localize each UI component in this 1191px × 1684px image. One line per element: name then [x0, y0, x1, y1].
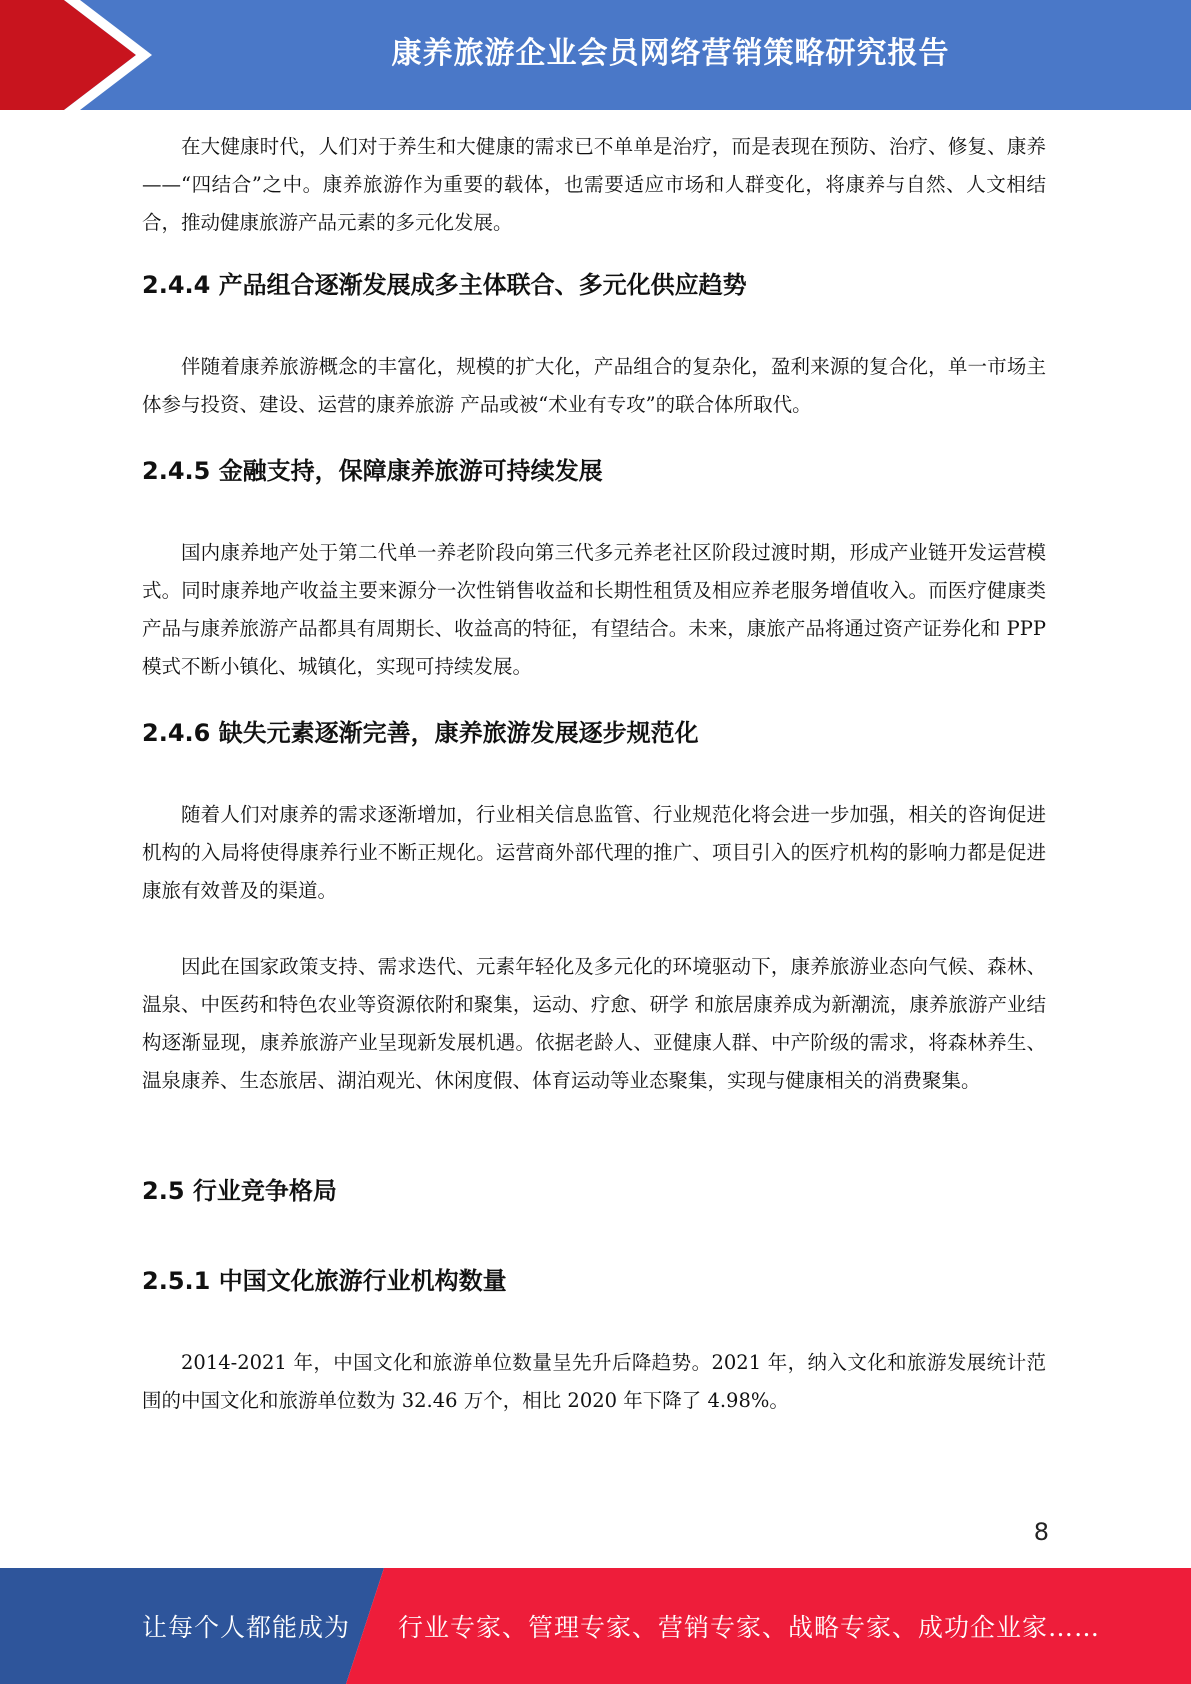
document-body: [142, 128, 1046, 1420]
paragraph: 国内康养地产处于第二代单一养老阶段向第三代多元养老社区阶段过渡时期，形成产业链开发运营模式。同时康养地产收益主要来源分一次性销售收益和长期性租赁及相应养老服务增值收入。而医疗健康类产品与康养旅游产品都具有周期长、收益高的特征，有望结合。未来，康旅产品将通过资产证券化和 PPP 模式不断小镇化、城镇化，实现可持续发展。: [142, 541, 1046, 678]
section-heading: 2.4.5 金融支持，保障康养旅游可持续发展: [142, 457, 603, 485]
report-title: 康养旅游企业会员网络营销策略研究报告: [391, 36, 950, 71]
page-header: [0, 0, 1191, 110]
page-number: 8: [1033, 1518, 1049, 1546]
paragraph: 2014-2021 年，中国文化和旅游单位数量呈先升后降趋势。2021 年，纳入文化和旅游发展统计范围的中国文化和旅游单位数为 32.46 万个，相比 2020 年下降了 4.98%。: [142, 1351, 1046, 1412]
page-footer: [0, 1568, 1191, 1684]
footer-slogan-left: 让每个人都能成为: [142, 1613, 351, 1642]
section-heading: 2.5.1 中国文化旅游行业机构数量: [142, 1267, 507, 1295]
paragraph: 随着人们对康养的需求逐渐增加，行业相关信息监管、行业规范化将会进一步加强，相关的咨询促进机构的入局将使得康养行业不断正规化。运营商外部代理的推广、项目引入的医疗机构的影响力都是促进康旅有效普及的渠道。: [142, 803, 1046, 902]
section-heading: 2.4.6 缺失元素逐渐完善，康养旅游发展逐步规范化: [142, 719, 699, 747]
paragraph: 伴随着康养旅游概念的丰富化，规模的扩大化，产品组合的复杂化，盈利来源的复合化，单一市场主体参与投资、建设、运营的康养旅游 产品或被“术业有专攻”的联合体所取代。: [142, 355, 1046, 416]
paragraph: 因此在国家政策支持、需求迭代、元素年轻化及多元化的环境驱动下，康养旅游业态向气候、森林、温泉、中医药和特色农业等资源依附和聚集，运动、疗愈、研学 和旅居康养成为新潮流，康养旅游产业结构逐渐显现，康养旅游产业呈现新发展机遇。依据老龄人、亚健康人群、中产阶级的需求，将森林养生、温泉康养、生态旅居、湖泊观光、休闲度假、体育运动等业态聚集，实现与健康相关的消费聚集。: [142, 955, 1046, 1092]
section-heading: 2.5 行业竞争格局: [142, 1177, 337, 1205]
paragraph: 在大健康时代，人们对于养生和大健康的需求已不单单是治疗，而是表现在预防、治疗、修复、康养——“四结合”之中。康养旅游作为重要的载体，也需要适应市场和人群变化，将康养与自然、人文相结合，推动健康旅游产品元素的多元化发展。: [142, 135, 1046, 234]
section-heading: 2.4.4 产品组合逐渐发展成多主体联合、多元化供应趋势: [142, 271, 747, 299]
footer-slogan-right: 行业专家、管理专家、营销专家、战略专家、成功企业家……: [398, 1613, 1101, 1642]
